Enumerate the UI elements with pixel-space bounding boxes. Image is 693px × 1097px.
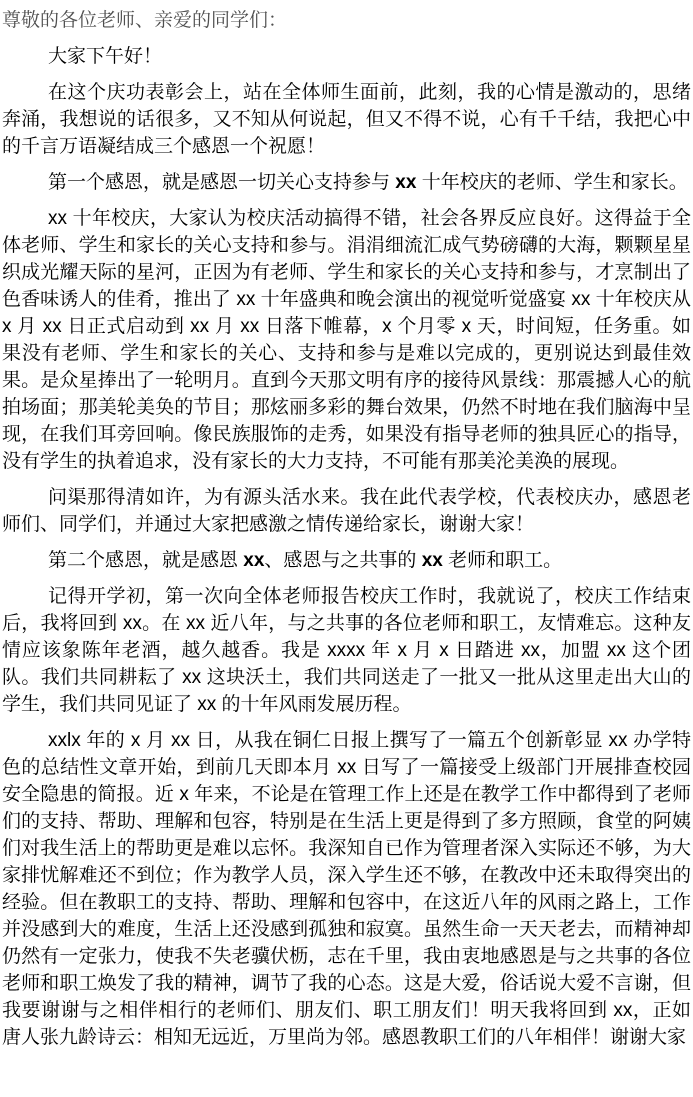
bold-text-run: xx <box>395 172 417 193</box>
paragraph-greeting <box>2 43 691 70</box>
text-run: 、感恩与之共事的 <box>264 550 422 571</box>
text-run: 老师和职工。 <box>442 550 563 571</box>
paragraph-salutation <box>2 7 691 34</box>
text-run: 记得开学初，第一次向全体老师报告校庆工作时，我就说了，校庆工作结束后，我将回到 xx。在 xx 近八年，与之共事的各位老师和职工，友情难忘。这种友情应该象陈年老酒，越久越香。我是 xxxx 年 x 月 x 日踏进 xx，加盟 xx 这个团队。我们共同耕耘了 xx 这块沃土，我们共同送走了一批又一批从这里走出大山的学生，我们共同见证了 xx 的十年风雨发展历程。 <box>2 586 691 715</box>
paragraph-second-thanks-heading <box>2 547 691 574</box>
paragraph-first-thanks-closing <box>2 484 691 538</box>
text-run: xxlx 年的 x 月 xx 日，从我在铜仁日报上撰写了一篇五个创新彰显 xx 办学特色的总结性文章开始，到前几天即本月 xx 日写了一篇接受上级部门开展排查校园安全隐患的简报。近 x 年来，不论是在管理工作上还是在教学工作中都得到了老师们的支持、帮助、理解和包容，特别是在生活上更是得到了多方照顾，食堂的阿姨们对我生活上的帮助更是难以忘怀。我深知自已作为管理者深入实际还不够，为大家排忧解难还不到位；作为教学人员，深入学生还不够，在教改中还未取得突出的经验。但在教职工的支持、帮助、理解和包容中，在这近八年的风雨之路上，工作并没感到大的难度，生活上还没感到孤独和寂寞。虽然生命一天天老去，而精神却仍然有一定张力，使我不失老骥伏枥，志在千里，我由衷地感恩是与之共事的各位老师和职工焕发了我的精神，调节了我的心态。这是大爱，俗话说大爱不言谢，但我要谢谢与之相伴相行的老师们、朋友们、职工朋友们！明天我将回到 xx，正如唐人张九龄诗云：相知无远近，万里尚为邻。感恩教职工们的八年相伴！谢谢大家 <box>2 730 691 1048</box>
paragraph-second-thanks-body-2 <box>2 727 691 1051</box>
text-run: 在这个庆功表彰会上，站在全体师生面前，此刻，我的心情是激动的，思绪奔涌，我想说的话很多，又不知从何说起，但又不得不说，心有千千结，我把心中的千言万语凝结成三个感恩一个祝愿！ <box>2 82 691 157</box>
bold-text-run: xx <box>243 550 265 571</box>
text-run: 尊敬的各位老师、亲爱的同学们： <box>2 10 288 31</box>
text-run: xx 十年校庆，大家认为校庆活动搞得不错，社会各界反应良好。这得益于全体老师、学生和家长的关心支持和参与。涓涓细流汇成气势磅礴的大海，颗颗星星织成光耀天际的星河，正因为有老师、学生和家长的关心支持和参与，才烹制出了色香味诱人的佳肴，推出了 xx 十年盛典和晚会演出的视觉听觉盛宴 xx 十年校庆从 x 月 xx 日正式启动到 xx 月 xx 日落下帷幕，x 个月零 x 天，时间短，任务重。如果没有老师、学生和家长的关心、支持和参与是难以完成的，更别说达到最佳效果。是众星捧出了一轮明月。直到今天那文明有序的接待风景线：那震撼人心的航拍场面；那美轮美奂的节目；那炫丽多彩的舞台效果，仍然不时地在我们脑海中呈现，在我们耳旁回响。像民族服饰的走秀，如果没有指导老师的独具匠心的指导，没有学生的执着追求，没有家长的大力支持，不可能有那美沦美涣的展现。 <box>2 208 691 472</box>
text-run: 问渠那得清如许，为有源头活水来。我在此代表学校，代表校庆办，感恩老师们、同学们，并通过大家把感激之情传递给家长，谢谢大家！ <box>2 487 691 535</box>
paragraph-first-thanks-body <box>2 205 691 475</box>
paragraph-second-thanks-body-1 <box>2 583 691 718</box>
text-run: 第二个感恩，就是感恩 <box>48 550 244 571</box>
paragraph-opening <box>2 79 691 160</box>
text-run: 大家下午好！ <box>48 46 163 67</box>
bold-text-run: xx <box>421 550 443 571</box>
text-run: 十年校庆的老师、学生和家长。 <box>416 172 688 193</box>
text-run: 第一个感恩，就是感恩一切关心支持参与 <box>48 172 396 193</box>
paragraph-first-thanks-heading <box>2 169 691 196</box>
